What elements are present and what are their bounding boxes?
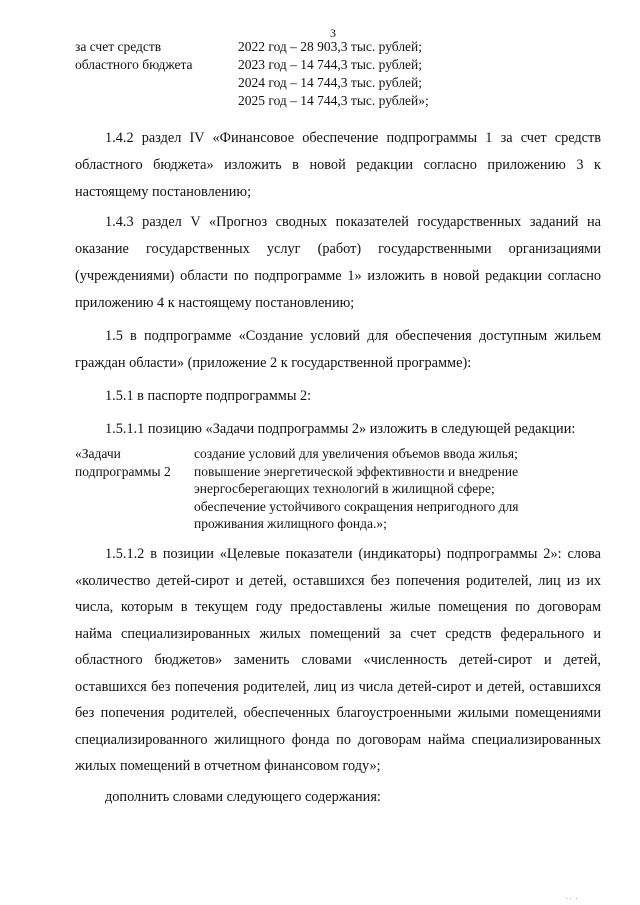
paragraph-1-5-1-2: 1.5.1.2 в позиции «Целевые показатели (индикаторы) подпрограммы 2»: слова «количество детей-сирот и детей, оставшихся без попечения родителей, лиц из их числа, которым в текущем году предоставлены жилые помещения по договорам найма специализированных жилых помещений за счет средств федерального и областного бюджетов» заменить словами «численность детей-сирот и детей, оставшихся без попечения родителей, лиц из числа детей-сирот и детей, оставшихся без попечения родителей, обеспеченных благоустроенными жилыми помещениями специализированного жилищного фонда по договорам найма специализированных жилых помещений в отчетном финансовом году»;	[75, 546, 601, 774]
body-text-lower	[75, 541, 601, 810]
funding-source-line: за счет средств	[75, 39, 162, 54]
paragraph-1-5: 1.5 в подпрограмме «Создание условий для обеспечения доступным жильем граждан области» (приложение 2 к государственной программе):	[75, 328, 601, 371]
task-item-line: проживания жилищного фонда.»;	[194, 516, 387, 531]
funding-year-line: 2025 год – 14 744,3 тыс. рублей»;	[238, 93, 429, 108]
footer-mark: ·· ·	[566, 895, 579, 903]
tasks-label	[75, 445, 195, 480]
body-text-upper	[75, 125, 601, 443]
paragraph-addition: дополнить словами следующего содержания:	[105, 788, 381, 805]
paragraph-1-5-1: 1.5.1 в паспорте подпрограммы 2:	[105, 388, 312, 404]
funding-years	[238, 38, 578, 110]
funding-year-line: 2022 год – 28 903,3 тыс. рублей;	[238, 39, 423, 54]
tasks-label-line: подпрограммы 2	[75, 463, 171, 479]
task-item-line: обеспечение устойчивого сокращения непригодного для	[194, 498, 519, 514]
paragraph-1-4-3: 1.4.3 раздел V «Прогноз сводных показателей государственных заданий на оказание государственных услуг (работ) государственными организациями (учреждениями) области по подпрограмме 1» изложить в новой редакции согласно приложению 4 к настоящему постановлению;	[75, 214, 601, 311]
page-number: 3	[330, 26, 336, 40]
paragraph-1-4-2: 1.4.2 раздел IV «Финансовое обеспечение подпрограммы 1 за счет средств областного бюджета» изложить в новой редакции согласно приложению 3 к настоящему постановлению;	[75, 130, 601, 200]
task-item-line: создание условий для увеличения объемов ввода жилья;	[194, 446, 518, 461]
tasks-items	[194, 445, 594, 533]
task-item-line: энергосберегающих технологий в жилищной сфере;	[194, 481, 495, 496]
funding-source-line: областного бюджета	[75, 57, 193, 72]
funding-source	[75, 38, 245, 74]
tasks-label-line: «Задачи	[75, 446, 121, 461]
task-item-line: повышение энергетической эффективности и внедрение	[194, 463, 519, 479]
funding-year-line: 2024 год – 14 744,3 тыс. рублей;	[238, 75, 423, 90]
paragraph-1-5-1-1: 1.5.1.1 позицию «Задачи подпрограммы 2» изложить в следующей редакции:	[105, 421, 576, 437]
funding-year-line: 2023 год – 14 744,3 тыс. рублей;	[238, 57, 423, 72]
